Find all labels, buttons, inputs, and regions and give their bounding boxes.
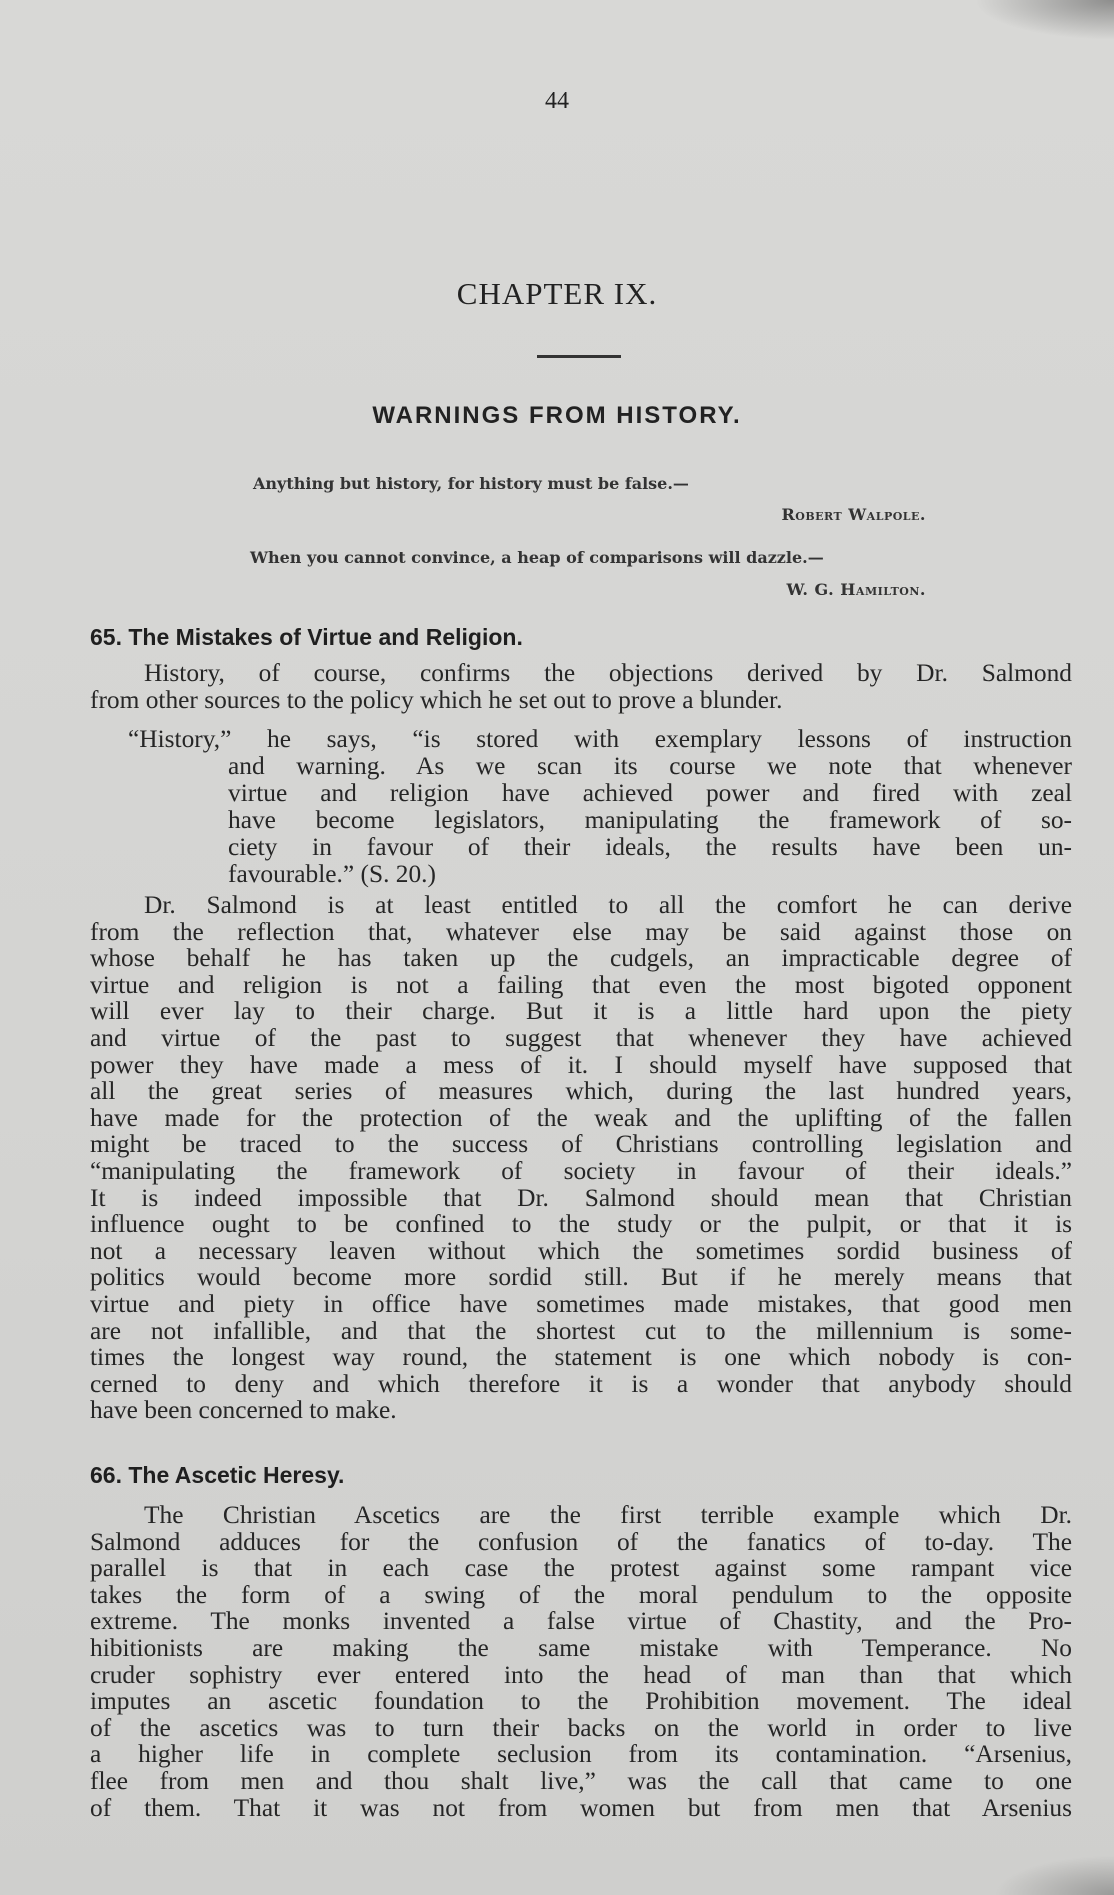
text-line: imputes an ascetic foundation to the Prohibition movement. The ideal xyxy=(90,1687,1072,1716)
quote-line: “History,” he says, “is stored with exemplary lessons of instruction xyxy=(128,725,1072,753)
chapter-subtitle: WARNINGS FROM HISTORY. xyxy=(372,402,742,429)
text-line: Dr. Salmond is at least entitled to all the comfort he can derive xyxy=(144,891,1072,919)
text-line: virtue and religion is not a failing that even the most bigoted opponent xyxy=(90,970,1072,999)
page-edge-shadow xyxy=(974,0,1114,40)
text-line: virtue and piety in office have sometimes made mistakes, that good men xyxy=(90,1289,1072,1318)
text-line: times the longest way round, the statement is one which nobody is con- xyxy=(90,1343,1072,1372)
section-65-body xyxy=(90,892,1072,1424)
text-line: flee from men and thou shalt live,” was the call that came to one xyxy=(90,1766,1072,1795)
text-line: cerned to deny and which therefore it is a wonder that anybody should xyxy=(90,1369,1072,1398)
quote-line: favourable.” (S. 20.) xyxy=(228,860,436,889)
text-line: hibitionists are making the same mistake with Temperance. No xyxy=(90,1633,1072,1662)
text-line: Salmond adduces for the confusion of the fanatics of to-day. The xyxy=(90,1527,1072,1556)
text-line: not a necessary leaven without which the sometimes sordid business of xyxy=(90,1236,1072,1265)
text-line: politics would become more sordid still. But if he merely means that xyxy=(90,1263,1072,1292)
quote-line: have become legislators, manipulating the framework of so- xyxy=(228,806,1072,835)
text-line: all the great series of measures which, during the last hundred years, xyxy=(90,1077,1072,1106)
text-line: of them. That it was not from women but from men that Arsenius xyxy=(90,1793,1072,1822)
section-65-quote xyxy=(128,726,1072,889)
text-line: from the reflection that, whatever else may be said against those on xyxy=(90,917,1072,946)
page-edge-shadow-bottom xyxy=(994,1855,1114,1895)
section-66-heading: 66. The Ascetic Heresy. xyxy=(90,1462,345,1488)
text-line: “manipulating the framework of society in favour of their ideals.” xyxy=(90,1156,1072,1185)
text-line: History, of course, confirms the objections derived by Dr. Salmond xyxy=(144,659,1072,687)
text-line: influence ought to be confined to the study or the pulpit, or that it is xyxy=(90,1210,1072,1239)
epigraph-author-2: W. G. Hamilton. xyxy=(786,580,926,599)
epigraph-quote-2: When you cannot convince, a heap of comparisons will dazzle.— xyxy=(250,548,824,567)
text-line: and virtue of the past to suggest that whenever they have achieved xyxy=(90,1023,1072,1052)
text-line: of the ascetics was to turn their backs on the world in order to live xyxy=(90,1713,1072,1742)
text-line: are not infallible, and that the shortest cut to the millennium is some- xyxy=(90,1316,1072,1345)
text-line: have made for the protection of the weak and the uplifting of the fallen xyxy=(90,1103,1072,1132)
page-number: 44 xyxy=(545,88,569,114)
epigraph-author-1: Robert Walpole. xyxy=(781,505,926,524)
text-line: a higher life in complete seclusion from its contamination. “Arsenius, xyxy=(90,1740,1072,1769)
text-line: It is indeed impossible that Dr. Salmond should mean that Christian xyxy=(90,1183,1072,1212)
text-line: might be traced to the success of Christians controlling legislation and xyxy=(90,1130,1072,1159)
section-65-intro xyxy=(90,660,1072,713)
chapter-rule xyxy=(537,355,621,358)
text-line: parallel is that in each case the protest against some rampant vice xyxy=(90,1554,1072,1583)
section-65-heading: 65. The Mistakes of Virtue and Religion. xyxy=(90,624,523,650)
text-line: will ever lay to their charge. But it is a little hard upon the piety xyxy=(90,997,1072,1026)
epigraph-quote-1: Anything but history, for history must be false.— xyxy=(253,474,689,493)
text-line: power they have made a mess of it. I should myself have supposed that xyxy=(90,1050,1072,1079)
text-line: takes the form of a swing of the moral pendulum to the opposite xyxy=(90,1580,1072,1609)
quote-line: and warning. As we scan its course we note that whenever xyxy=(228,752,1072,781)
text-line: cruder sophistry ever entered into the head of man than that which xyxy=(90,1660,1072,1689)
text-line: have been concerned to make. xyxy=(90,1396,397,1425)
section-66-body xyxy=(90,1502,1072,1821)
text-line: extreme. The monks invented a false virtue of Chastity, and the Pro- xyxy=(90,1607,1072,1636)
quote-line: ciety in favour of their ideals, the results have been un- xyxy=(228,833,1072,862)
chapter-title: CHAPTER IX. xyxy=(456,276,658,311)
text-line: from other sources to the policy which he set out to prove a blunder. xyxy=(90,685,783,714)
text-line: whose behalf he has taken up the cudgels, an impracticable degree of xyxy=(90,944,1072,973)
text-line: The Christian Ascetics are the first terrible example which Dr. xyxy=(144,1501,1072,1529)
quote-line: virtue and religion have achieved power and fired with zeal xyxy=(228,779,1072,808)
